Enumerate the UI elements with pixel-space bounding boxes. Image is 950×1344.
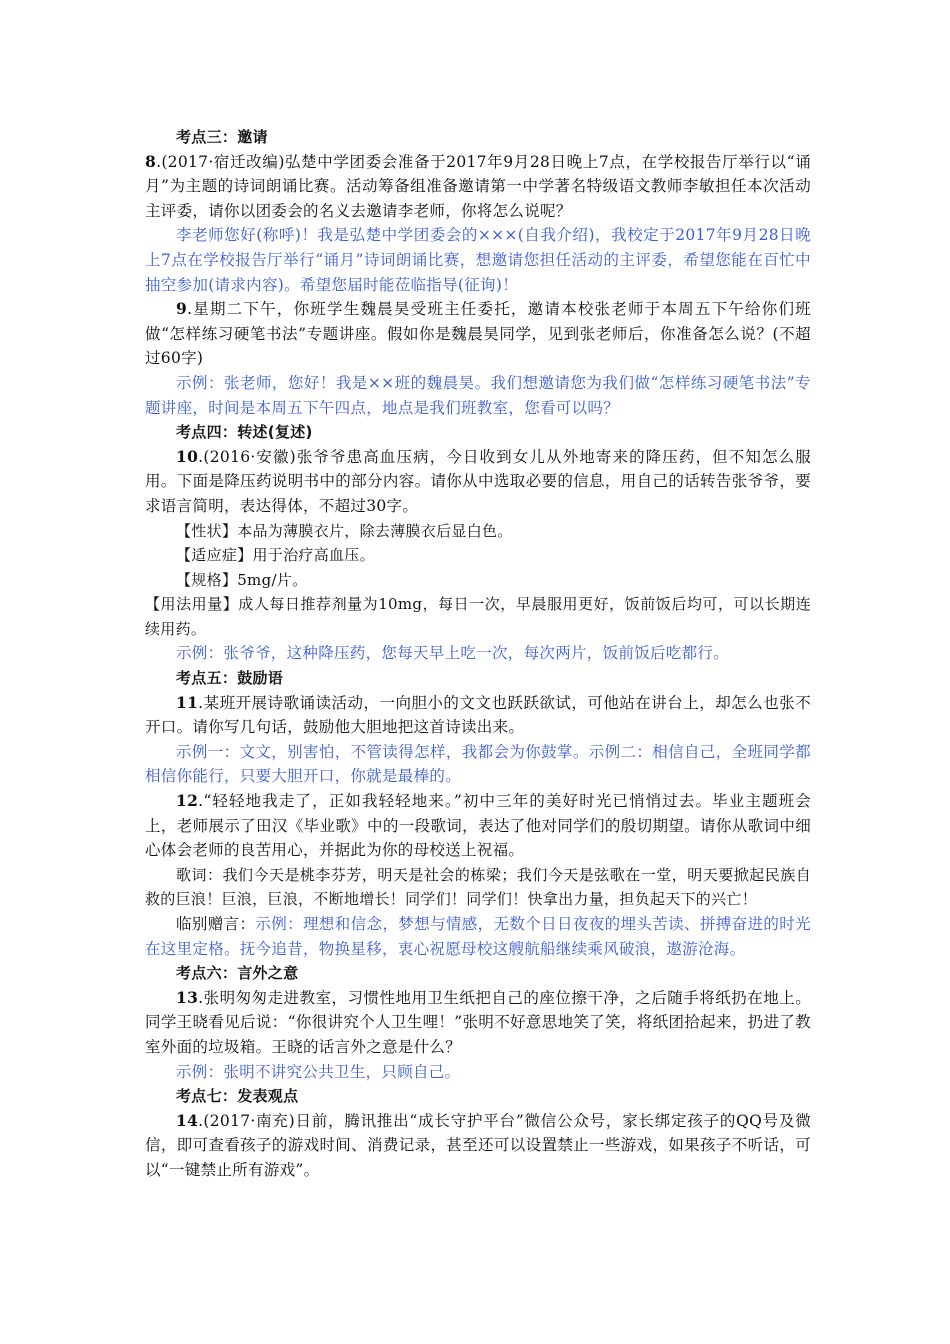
question-number: 8 <box>145 151 157 171</box>
instruction-line-appearance: 【性状】本品为薄膜衣片，除去薄膜衣后显白色。 <box>176 521 513 540</box>
question-number: 14 <box>176 1110 199 1130</box>
question-11 <box>145 691 811 740</box>
question-14 <box>145 1109 811 1183</box>
farewell-message <box>145 912 811 961</box>
farewell-label: 临别赠言： <box>176 915 256 933</box>
question-text: .某班开展诗歌诵读活动，一向胆小的文文也跃跃欲试，可他站在讲台上，却怎么也张不开口。请你写几句话，鼓励他大胆地把这首诗读出来。 <box>145 693 811 737</box>
question-text: .“轻轻地我走了，正如我轻轻地来。”初中三年的美好时光已悄悄过去。毕业主题班会上，老师展示了田汉《毕业歌》中的一段歌词，表达了他对同学们的殷切期望。请你从歌词中细心体会老师的良苦用心，并据此为你的母校送上祝福。 <box>145 792 811 860</box>
question-text: .星期二下午，你班学生魏晨昊受班主任委托，邀请本校张老师于本周五下午给你们班做“怎样练习硬笔书法”专题讲座。假如你是魏晨昊同学，见到张老师后，你准备怎么说？(不超过60字) <box>145 300 811 368</box>
section-heading-invitation: 考点三：邀请 <box>176 128 268 146</box>
question-number: 11 <box>176 692 199 712</box>
question-number: 12 <box>176 791 199 811</box>
answer-10: 示例：张爷爷，这种降压药，您每天早上吃一次，每次两片，饭前饭后吃都行。 <box>176 644 730 663</box>
question-12 <box>145 789 811 863</box>
answer-9: 示例：张老师，您好！我是××班的魏晨昊。我们想邀请您为我们做“怎样练习硬笔书法”专题讲座，时间是本周五下午四点，地点是我们班教室，您看可以吗？ <box>145 373 811 417</box>
question-number: 13 <box>176 987 199 1007</box>
farewell-answer: 示例：理想和信念，梦想与情感，无数个日日夜夜的埋头苦读、拼搏奋进的时光在这里定格。抚今追昔，物换星移，衷心祝愿母校这艘航船继续乘风破浪，遨游沧海。 <box>145 915 811 958</box>
section-heading-opinion: 考点七：发表观点 <box>176 1087 299 1106</box>
instruction-line-spec: 【规格】5mg/片。 <box>176 570 308 589</box>
instruction-line-indication: 【适应症】用于治疗高血压。 <box>176 546 375 565</box>
question-10 <box>145 445 811 519</box>
question-text: .(2017·南充)日前，腾讯推出“成长守护平台”微信公众号，家长绑定孩子的QQ号及微信，即可查看孩子的游戏时间、消费记录，甚至还可以设置禁止一些游戏，如果孩子不听话，可以“一键禁止所有游戏”。 <box>145 1111 811 1179</box>
question-8 <box>145 150 811 224</box>
answer-8: 李老师您好(称呼)！我是弘楚中学团委会的×××(自我介绍)，我校定于2017年9月28日晚上7点在学校报告厅举行“诵月”诗词朗诵比赛，想邀请您担任活动的主评委，希望您能在百忙中抽空参加(请求内容)。希望您届时能莅临指导(征询)！ <box>145 226 811 294</box>
question-text: .张明匆匆走进教室，习惯性地用卫生纸把自己的座位擦干净，之后随手将纸扔在地上。同学王晓看见后说：“你很讲究个人卫生哩！”张明不好意思地笑了笑，将纸团拾起来，扔进了教室外面的垃圾箱。王晓的话言外之意是什么？ <box>145 988 811 1056</box>
question-text: .(2017·宿迁改编)弘楚中学团委会准备于2017年9月28日晚上7点，在学校报告厅举行以“诵月”为主题的诗词朗诵比赛。活动筹备组准备邀请第一中学著名特级语文教师李敏担任本次活动主评委，请你以团委会的名义去邀请李老师，你将怎么说呢？ <box>145 152 811 220</box>
section-heading-relay: 考点四：转述(复述) <box>176 423 313 442</box>
question-9 <box>145 297 811 371</box>
question-number: 10 <box>176 446 199 466</box>
song-lyrics: 歌词：我们今天是桃李芬芳，明天是社会的栋梁；我们今天是弦歌在一堂，明天要掀起民族自救的巨浪！巨浪，巨浪，不断地增长！同学们！同学们！快拿出力量，担负起天下的兴亡！ <box>145 865 811 909</box>
answer-11: 示例一：文文，别害怕，不管读得怎样，我都会为你鼓掌。示例二：相信自己，全班同学都相信你能行，只要大胆开口，你就是最棒的。 <box>145 742 811 786</box>
answer-13: 示例：张明不讲究公共卫生，只顾自己。 <box>176 1062 461 1081</box>
question-text: .(2016·安徽)张爷爷患高血压病，今日收到女儿从外地寄来的降压药，但不知怎么服用。下面是降压药说明书中的部分内容。请你从中选取必要的信息，用自己的话转告张爷爷，要求语言简明，表达得体，不超过30字。 <box>145 447 811 515</box>
section-heading-implication: 考点六：言外之意 <box>176 964 299 983</box>
document-page <box>145 125 811 1183</box>
question-number: 9 <box>176 299 188 319</box>
instruction-line-dosage: 【用法用量】成人每日推荐剂量为10mg，每日一次，早晨服用更好，饭前饭后均可，可以长期连续用药。 <box>145 595 811 638</box>
section-heading-encouragement: 考点五：鼓励语 <box>176 669 284 688</box>
question-13 <box>145 986 811 1060</box>
